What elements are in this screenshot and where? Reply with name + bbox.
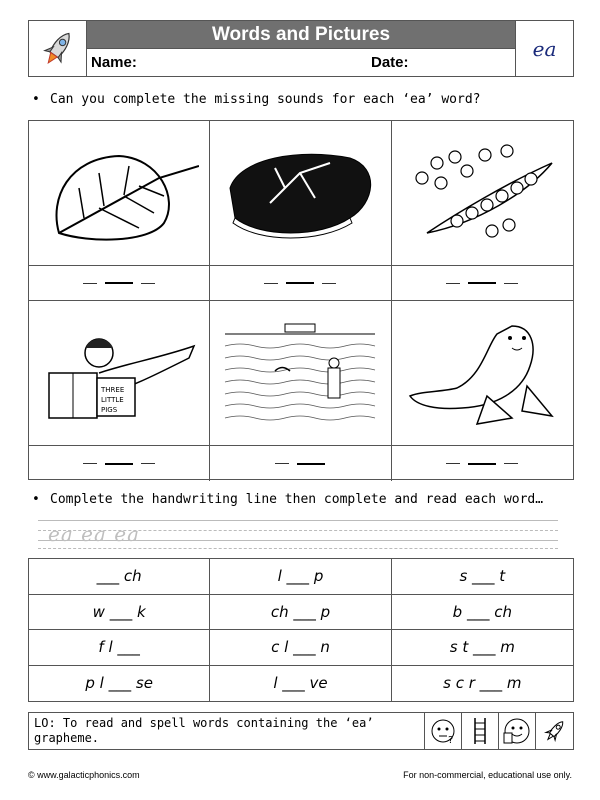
- learning-objective-bar: [28, 712, 574, 750]
- word-cell[interactable]: ___ ch: [29, 559, 210, 595]
- word-cell[interactable]: f l ___: [29, 630, 210, 666]
- rocket-icon: [35, 26, 81, 72]
- word-cell[interactable]: b ___ ch: [392, 595, 573, 631]
- word-cell[interactable]: l ___ p: [210, 559, 391, 595]
- svg-text:THREE: THREE: [101, 386, 125, 394]
- handwriting-line[interactable]: [38, 516, 558, 548]
- picture-cell: [29, 121, 210, 266]
- word-cell[interactable]: s t ___ m: [392, 630, 573, 666]
- grapheme-badge: ea: [515, 21, 573, 76]
- reading-icon: [39, 318, 199, 428]
- word-cell[interactable]: w ___ k: [29, 595, 210, 631]
- word-cell[interactable]: s c r ___ m: [443, 674, 522, 693]
- answer-blanks[interactable]: [392, 266, 573, 301]
- answer-blanks[interactable]: [392, 446, 573, 481]
- word-table: [28, 558, 574, 702]
- svg-text:LITTLE: LITTLE: [101, 396, 124, 404]
- name-label: Name:: [91, 54, 137, 71]
- word-cell[interactable]: p l ___ se: [29, 666, 210, 702]
- learning-objective: LO: To read and spell words containing the ‘ea’ grapheme.: [29, 713, 425, 749]
- footer-copyright: © www.galacticphonics.com: [28, 770, 140, 780]
- worksheet-header: [28, 20, 574, 77]
- word-cell[interactable]: s ___ t: [392, 559, 573, 595]
- picture-cell: [392, 301, 573, 446]
- thinking-face-icon[interactable]: [425, 713, 462, 749]
- seal-icon: [402, 316, 562, 431]
- picture-cell: [210, 121, 391, 266]
- page-title: Words and Pictures: [87, 21, 515, 49]
- ladder-icon[interactable]: [462, 713, 499, 749]
- thumbs-up-icon[interactable]: [499, 713, 536, 749]
- svg-text:PIGS: PIGS: [101, 406, 118, 414]
- pictures-instruction: • Can you complete the missing sounds for each ‘ea’ word?: [32, 92, 481, 107]
- answer-blanks[interactable]: [210, 446, 391, 481]
- answer-blanks[interactable]: [29, 446, 210, 481]
- picture-cell: [392, 121, 573, 266]
- footer-usage-note: For non-commercial, educational use only.: [403, 770, 572, 780]
- rocket-icon[interactable]: [536, 713, 573, 749]
- word-cell[interactable]: l ___ ve: [210, 666, 391, 702]
- picture-grid: [28, 120, 574, 480]
- sea-icon: [220, 316, 380, 431]
- date-label: Date:: [371, 54, 409, 71]
- picture-cell: [210, 301, 391, 446]
- svg-text:?: ?: [448, 735, 454, 744]
- word-cell[interactable]: c l ___ n: [210, 630, 391, 666]
- handwriting-trace: ea ea ea: [48, 522, 140, 546]
- meat-icon: [220, 143, 380, 243]
- picture-cell: [29, 301, 210, 446]
- answer-blanks[interactable]: [210, 266, 391, 301]
- peas-icon: [407, 143, 557, 243]
- rocket-logo: [29, 21, 87, 76]
- answer-blanks[interactable]: [29, 266, 210, 301]
- word-cell[interactable]: ch ___ p: [210, 595, 391, 631]
- leaf-icon: [39, 138, 199, 248]
- handwriting-instruction: • Complete the handwriting line then complete and read each word…: [32, 492, 544, 507]
